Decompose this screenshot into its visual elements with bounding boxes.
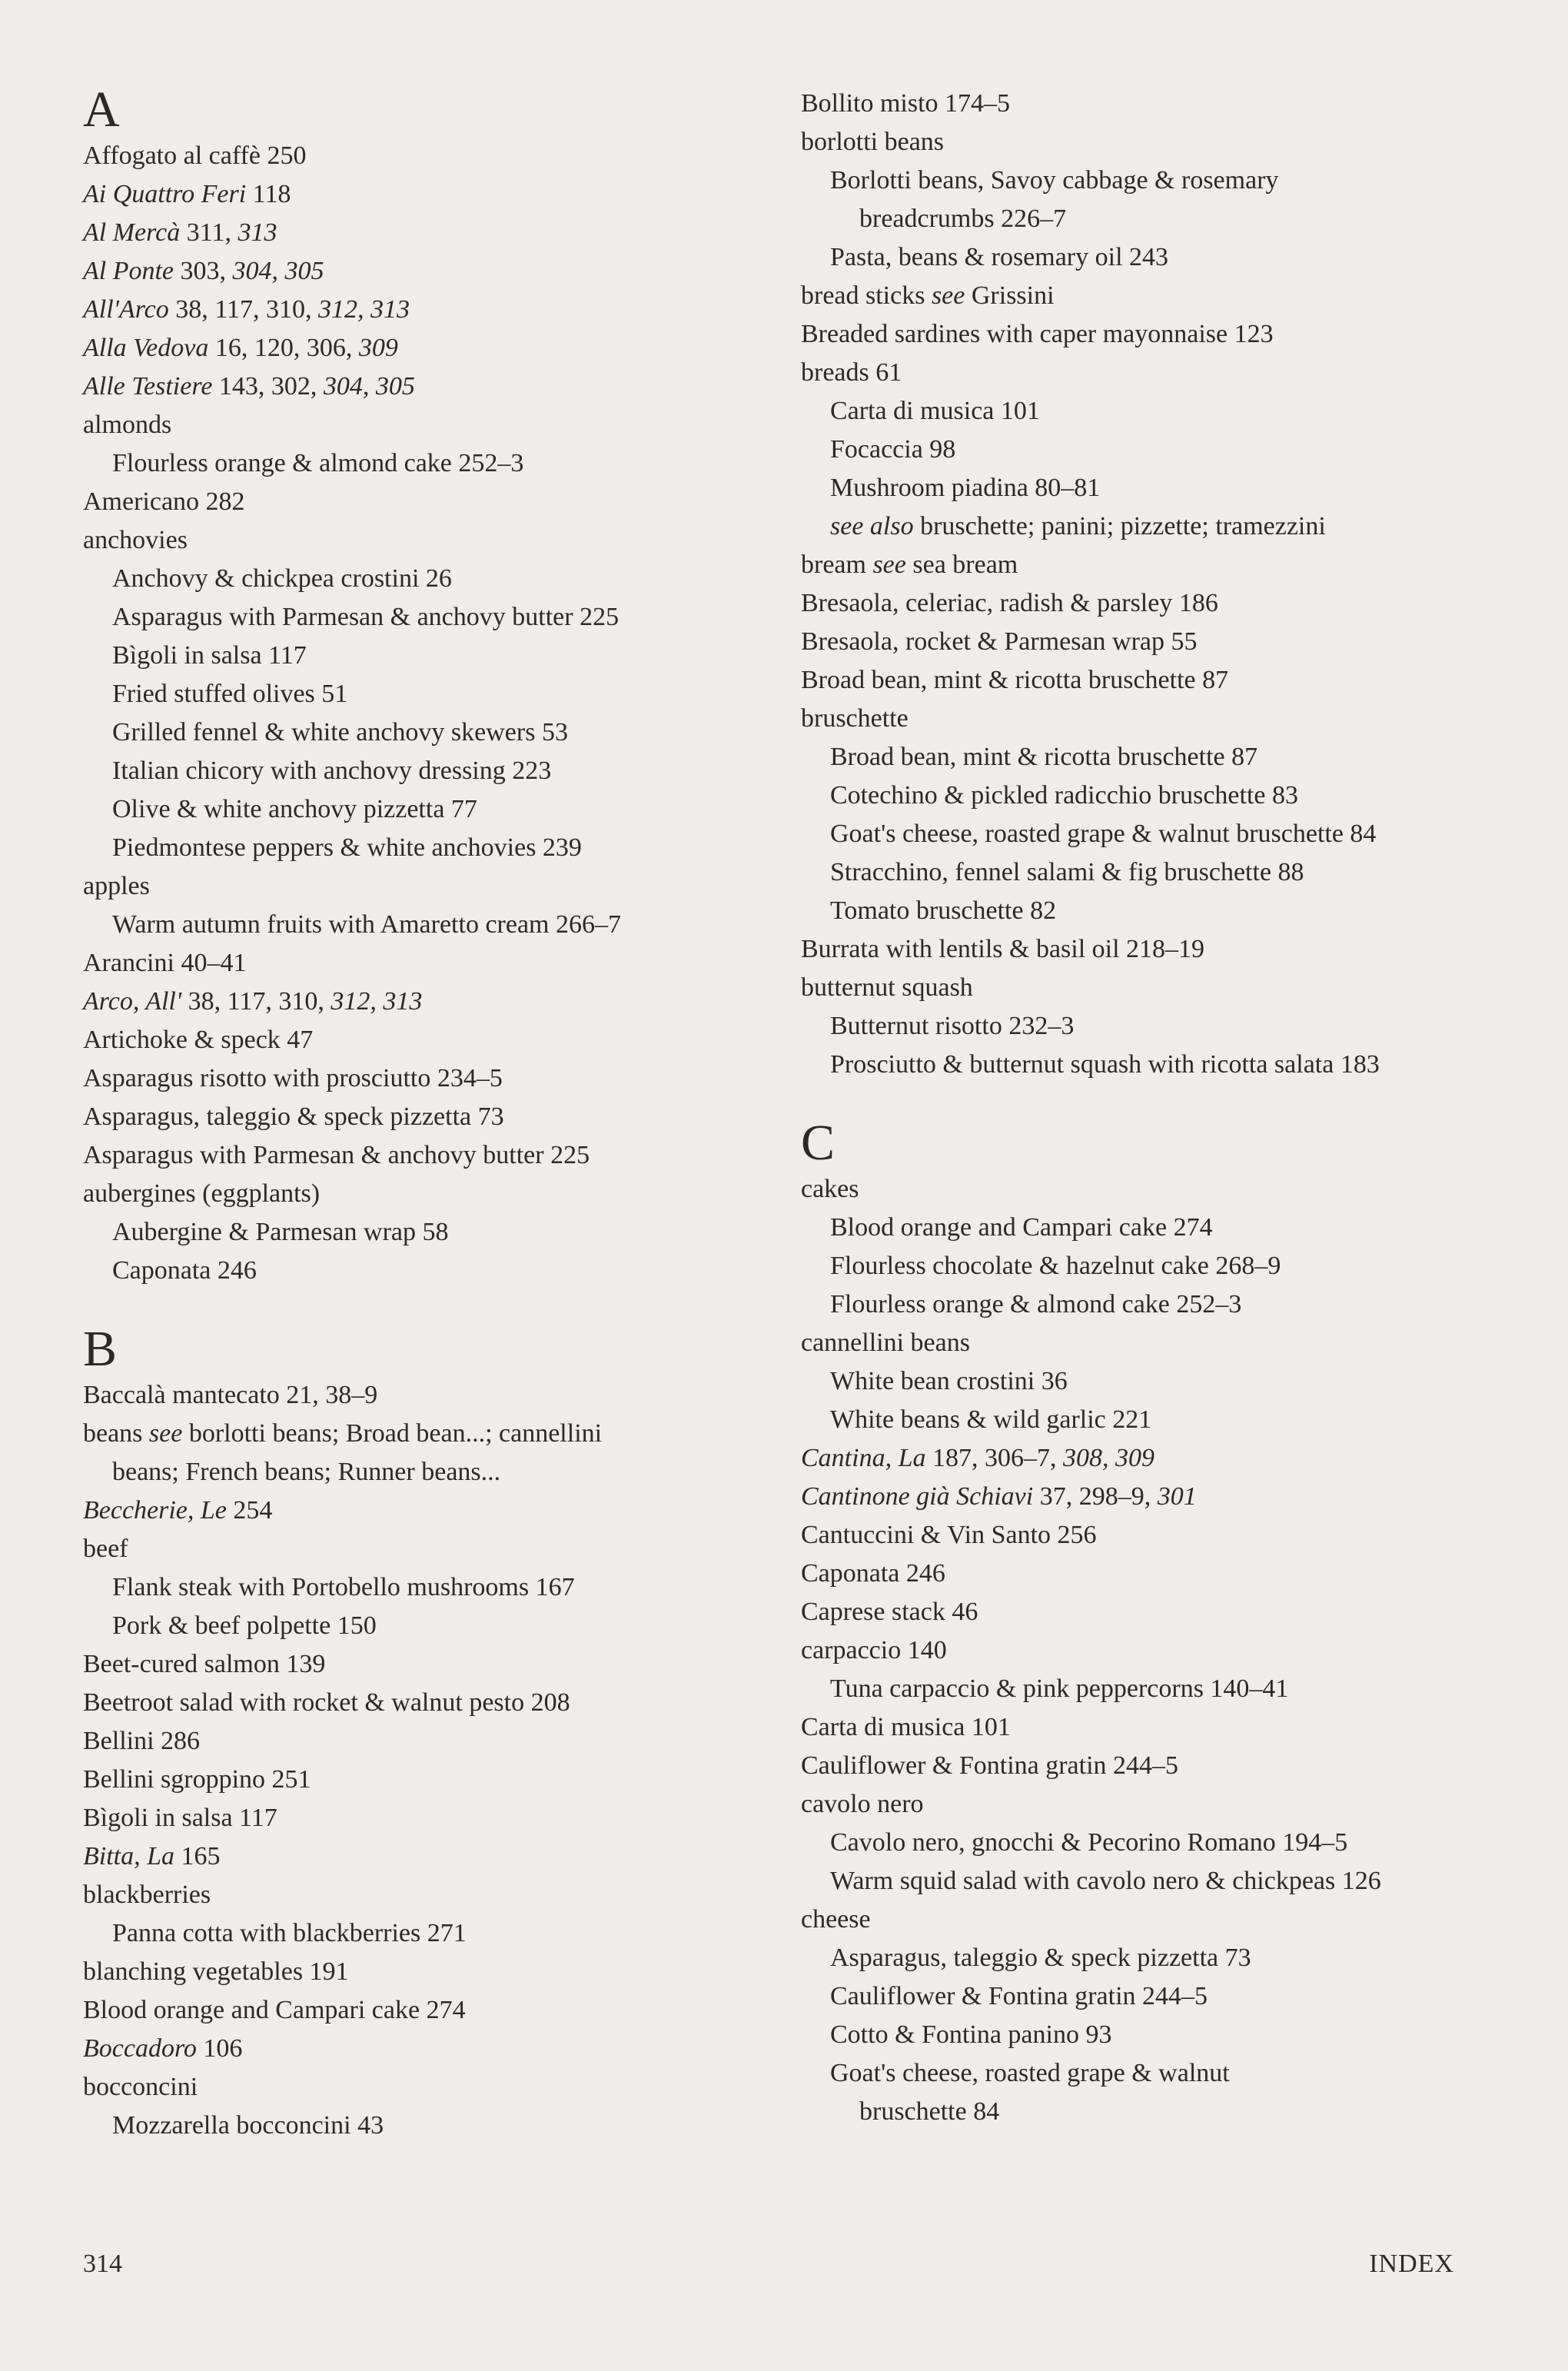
index-subentry: Italian chicory with anchovy dressing 223 — [112, 757, 552, 785]
index-subentry: Broad bean, mint & ricotta bruschette 87 — [830, 743, 1258, 771]
running-head: INDEX — [1369, 2250, 1454, 2278]
section-letter-c: C — [801, 1115, 835, 1171]
index-entry: Cantinone già Schiavi 37, 298–9, 301 — [801, 1482, 1197, 1511]
index-heading: aubergines (eggplants) — [83, 1179, 321, 1208]
index-entry: Americano 282 — [83, 487, 245, 516]
index-subentry: Carta di musica 101 — [830, 397, 1040, 425]
index-subentry: Goat's cheese, roasted grape & walnut bruschette 84 — [830, 820, 1377, 848]
index-subentry: Blood orange and Campari cake 274 — [830, 1213, 1213, 1242]
index-entry: Asparagus, taleggio & speck pizzetta 73 — [83, 1102, 504, 1131]
index-subentry: Olive & white anchovy pizzetta 77 — [112, 795, 477, 823]
index-entry: Broad bean, mint & ricotta bruschette 87 — [801, 666, 1229, 694]
index-entry: Artichoke & speck 47 — [83, 1026, 314, 1054]
index-heading: bocconcini — [83, 2073, 198, 2101]
section-letter-b: B — [83, 1321, 118, 1377]
index-subentry: Pasta, beans & rosemary oil 243 — [830, 243, 1169, 271]
index-entry: Al Mercà 311, 313 — [83, 218, 277, 247]
index-entry: Bresaola, celeriac, radish & parsley 186 — [801, 589, 1218, 617]
index-subentry: White bean crostini 36 — [830, 1367, 1068, 1395]
index-subentry: Piedmontese peppers & white anchovies 239 — [112, 833, 582, 862]
index-subentry: Bìgoli in salsa 117 — [112, 641, 307, 670]
index-entry: Caprese stack 46 — [801, 1598, 978, 1626]
index-subentry: Tuna carpaccio & pink peppercorns 140–41 — [830, 1674, 1289, 1703]
index-heading: almonds — [83, 411, 172, 439]
index-heading: cannellini beans — [801, 1328, 970, 1357]
index-entry: Beetroot salad with rocket & walnut pesto 208 — [83, 1688, 570, 1717]
index-subentry: Goat's cheese, roasted grape & walnut — [830, 2059, 1230, 2087]
index-subentry: Anchovy & chickpea crostini 26 — [112, 564, 452, 593]
index-entry: Alle Testiere 143, 302, 304, 305 — [83, 372, 415, 401]
index-entry-continuation: beans; French beans; Runner beans... — [112, 1458, 501, 1486]
index-heading: blackberries — [83, 1881, 211, 1909]
index-entry: Arco, All' 38, 117, 310, 312, 313 — [83, 987, 423, 1016]
index-subentry: Caponata 246 — [112, 1256, 257, 1285]
index-subentry: Asparagus with Parmesan & anchovy butter 225 — [112, 603, 620, 631]
index-column-left — [83, 81, 790, 2145]
index-subentry: Pork & beef polpette 150 — [112, 1611, 377, 1640]
index-subentry-continuation: bruschette 84 — [859, 2097, 1000, 2126]
index-heading: beef — [83, 1535, 128, 1563]
index-entry: Baccalà mantecato 21, 38–9 — [83, 1381, 378, 1409]
index-subentry: Mushroom piadina 80–81 — [830, 474, 1101, 502]
index-heading: apples — [83, 872, 150, 900]
index-subentry: Panna cotta with blackberries 271 — [112, 1919, 467, 1947]
index-subentry: Flank steak with Portobello mushrooms 167 — [112, 1573, 575, 1601]
index-column-right — [801, 85, 1508, 2131]
index-entry: Bellini sgroppino 251 — [83, 1765, 311, 1794]
index-entry: Cantuccini & Vin Santo 256 — [801, 1521, 1097, 1549]
index-subentry: Borlotti beans, Savoy cabbage & rosemary — [830, 166, 1279, 195]
index-entry: Breaded sardines with caper mayonnaise 123 — [801, 320, 1274, 348]
index-heading: cheese — [801, 1905, 871, 1934]
index-heading: carpaccio 140 — [801, 1636, 947, 1664]
index-entry: Ai Quattro Feri 118 — [83, 180, 291, 208]
index-subentry: Flourless orange & almond cake 252–3 — [112, 449, 524, 477]
index-entry: Cantina, La 187, 306–7, 308, 309 — [801, 1444, 1154, 1472]
index-subentry: Flourless chocolate & hazelnut cake 268–9 — [830, 1252, 1281, 1280]
index-entry: Caponata 246 — [801, 1559, 945, 1588]
index-subentry: Mozzarella bocconcini 43 — [112, 2111, 384, 2140]
index-subentry: Warm squid salad with cavolo nero & chickpeas 126 — [830, 1867, 1381, 1895]
index-subentry: Butternut risotto 232–3 — [830, 1012, 1075, 1040]
index-entry: blanching vegetables 191 — [83, 1957, 349, 1986]
index-entry: Burrata with lentils & basil oil 218–19 — [801, 935, 1205, 963]
index-entry: Bellini 286 — [83, 1727, 201, 1755]
index-entry: Asparagus with Parmesan & anchovy butter 225 — [83, 1141, 590, 1169]
index-subentry: Asparagus, taleggio & speck pizzetta 73 — [830, 1944, 1251, 1972]
index-entry: bread sticks see Grissini — [801, 281, 1055, 310]
index-subentry: Cotechino & pickled radicchio bruschette 83 — [830, 781, 1298, 810]
index-subentry: Aubergine & Parmesan wrap 58 — [112, 1218, 449, 1246]
index-heading: butternut squash — [801, 973, 973, 1002]
index-subentry: Cauliflower & Fontina gratin 244–5 — [830, 1982, 1208, 2010]
index-entry: beans see borlotti beans; Broad bean...; cannellini — [83, 1419, 603, 1448]
index-entry: Al Ponte 303, 304, 305 — [83, 257, 324, 285]
index-subentry: Stracchino, fennel salami & fig bruschette 88 — [830, 858, 1304, 886]
index-heading: borlotti beans — [801, 128, 945, 156]
index-entry: Boccadoro 106 — [83, 2034, 243, 2063]
index-heading: anchovies — [83, 526, 188, 554]
index-subentry: Focaccia 98 — [830, 435, 956, 464]
index-entry: bream see sea bream — [801, 550, 1018, 579]
index-entry: Beet-cured salmon 139 — [83, 1650, 326, 1678]
index-entry: Bitta, La 165 — [83, 1842, 221, 1871]
index-entry: Asparagus risotto with prosciutto 234–5 — [83, 1064, 503, 1092]
index-subentry-continuation: breadcrumbs 226–7 — [859, 205, 1067, 233]
index-entry: Blood orange and Campari cake 274 — [83, 1996, 466, 2024]
section-letter-a: A — [83, 81, 120, 138]
index-heading: bruschette — [801, 704, 909, 733]
index-entry: Carta di musica 101 — [801, 1713, 1011, 1741]
index-subentry: Prosciutto & butternut squash with ricotta salata 183 — [830, 1050, 1380, 1079]
index-entry: Arancini 40–41 — [83, 949, 247, 977]
index-entry: All'Arco 38, 117, 310, 312, 313 — [83, 295, 410, 324]
index-entry: Beccherie, Le 254 — [83, 1496, 273, 1525]
index-subentry: Flourless orange & almond cake 252–3 — [830, 1290, 1242, 1319]
index-subentry: Cavolo nero, gnocchi & Pecorino Romano 194–5 — [830, 1828, 1348, 1857]
index-entry: Bollito misto 174–5 — [801, 89, 1011, 118]
index-heading: cakes — [801, 1175, 859, 1203]
index-entry: Cauliflower & Fontina gratin 244–5 — [801, 1751, 1179, 1780]
index-subentry: Warm autumn fruits with Amaretto cream 266–7 — [112, 910, 621, 939]
page-number: 314 — [83, 2250, 122, 2278]
index-subentry: see also bruschette; panini; pizzette; tramezzini — [830, 512, 1326, 540]
index-heading: breads 61 — [801, 358, 902, 387]
index-subentry: White beans & wild garlic 221 — [830, 1405, 1152, 1434]
index-heading: cavolo nero — [801, 1790, 924, 1818]
index-subentry: Grilled fennel & white anchovy skewers 53 — [112, 718, 568, 747]
index-subentry: Fried stuffed olives 51 — [112, 680, 348, 708]
index-entry: Affogato al caffè 250 — [83, 141, 307, 170]
index-entry: Bresaola, rocket & Parmesan wrap 55 — [801, 627, 1198, 656]
index-subentry: Tomato bruschette 82 — [830, 896, 1057, 925]
index-entry: Alla Vedova 16, 120, 306, 309 — [83, 334, 398, 362]
index-subentry: Cotto & Fontina panino 93 — [830, 2020, 1112, 2049]
index-entry: Bìgoli in salsa 117 — [83, 1804, 277, 1832]
